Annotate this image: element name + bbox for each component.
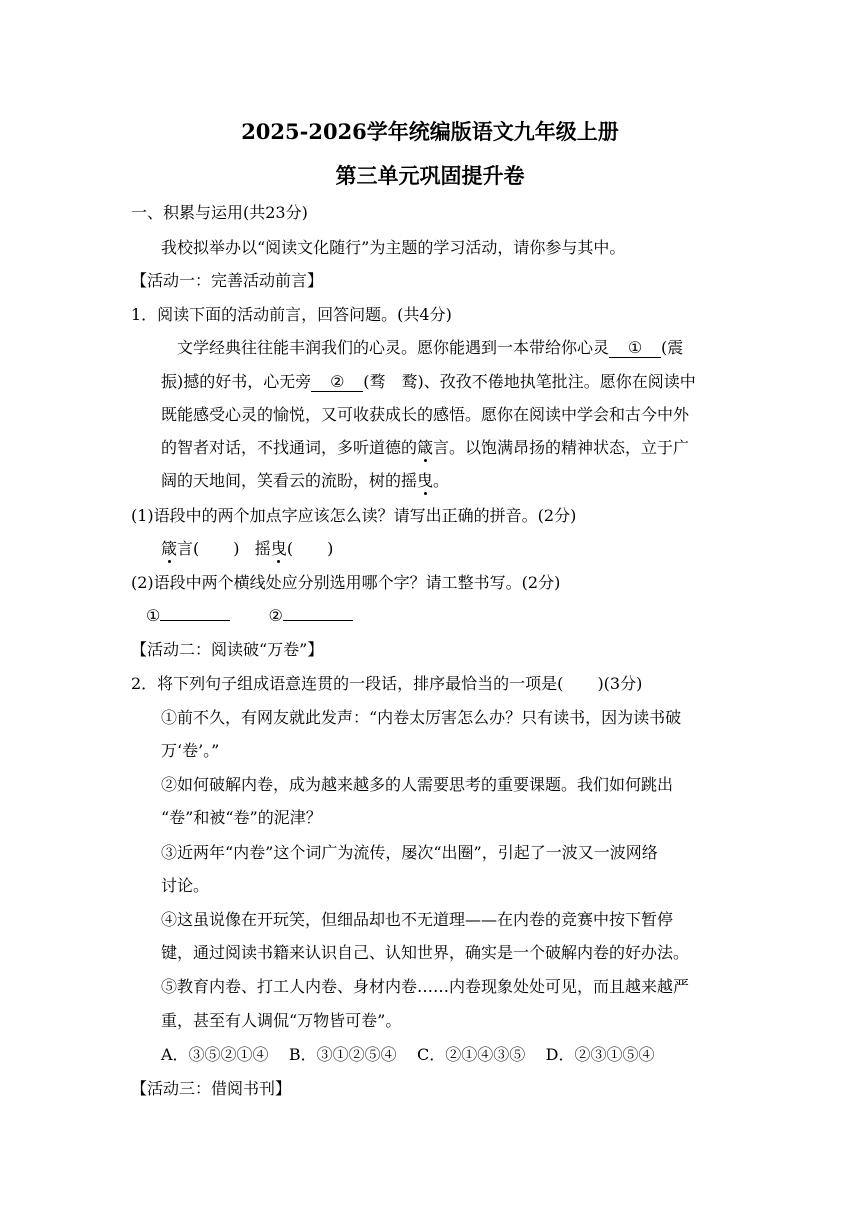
- passage-text: 。: [433, 471, 450, 490]
- subquestion-2: (2)语段中两个横线处应分别选用哪个字？请工整书写。(2分): [131, 573, 561, 592]
- sentence-4-line-2: 键，通过阅读书籍来认识自己、认知世界，确实是一个破解内卷的好办法。: [161, 943, 690, 962]
- sentence-4-line-1: ④这虽说像在开玩笑，但细品却也不无道理——在内卷的竞赛中按下暂停: [161, 910, 674, 929]
- answer-label: 言(: [177, 539, 200, 558]
- blank-1: ①: [609, 339, 661, 358]
- answer-label: ①: [146, 606, 161, 625]
- subquestion-1: (1)语段中的两个加点字应该怎么读？请写出正确的拼音。(2分): [131, 506, 577, 525]
- answer-label: ②: [268, 606, 283, 625]
- passage-line-4: [161, 438, 689, 458]
- option-c[interactable]: C．②①④③⑤: [417, 1045, 526, 1064]
- subquestion-1-answer: [161, 539, 333, 559]
- passage-text: 言。以饱满昂扬的精神状态，立于广: [433, 438, 690, 457]
- answer-blank-2[interactable]: [283, 620, 353, 621]
- sentence-3-line-2: 讨论。: [161, 876, 210, 895]
- activity3-heading: 【活动三：借阅书刊】: [131, 1079, 292, 1098]
- title-line-1: 2025-2026学年统编版语文九年级上册: [241, 119, 619, 144]
- passage-line-1: [177, 338, 683, 358]
- sentence-3-line-1: ③近两年“内卷”这个词广为流传，屡次“出圈”，引起了一波又一波网络: [161, 843, 658, 862]
- dotted-char: 曳: [270, 539, 287, 558]
- question1-stem: 1．阅读下面的活动前言，回答问题。(共4分): [131, 305, 452, 324]
- question-text: 2．将下列句子组成语意连贯的一段话，排序最恰当的一项是(: [131, 674, 564, 693]
- activity1-heading: 【活动一：完善活动前言】: [131, 271, 324, 290]
- option-b[interactable]: B．③①②⑤④: [288, 1045, 397, 1064]
- option-a[interactable]: A．③⑤②①④: [161, 1045, 269, 1064]
- paren-close: ): [327, 539, 334, 558]
- activity2-heading: 【活动二：阅读破“万卷”】: [131, 640, 324, 659]
- paren-close: ): [233, 539, 240, 558]
- title-line-2: 第三单元巩固提升卷: [335, 163, 525, 188]
- blank-2: ②: [311, 373, 363, 392]
- option-d[interactable]: D．②③①⑤④: [545, 1045, 655, 1064]
- passage-text: 的智者对话，不找通词，多听道德的: [161, 438, 418, 457]
- sentence-5-line-2: 重，甚至有人调侃“万物皆可卷”。: [161, 1011, 402, 1030]
- passage-text: 阔的天地间，笑看云的流盼，树的摇: [161, 471, 418, 490]
- section-intro: 我校拟举办以“阅读文化随行”为主题的学习活动，请你参与其中。: [161, 238, 626, 257]
- question-text: )(3分): [597, 674, 643, 693]
- answer-label: 摇: [254, 539, 271, 558]
- question2-stem: [131, 674, 642, 694]
- dotted-char: 箴: [417, 438, 434, 457]
- passage-text: 振)撼的好书，心无旁: [161, 372, 312, 391]
- passage-text: (震: [661, 338, 684, 357]
- answer-blank-1[interactable]: [160, 620, 230, 621]
- sentence-2-line-2: “卷”和被“卷”的泥津？: [161, 808, 322, 827]
- sentence-5-line-1: ⑤教育内卷、打工人内卷、身材内卷……内卷现象处处可见，而且越来越严: [161, 977, 690, 996]
- sentence-1-line-2: 万‘卷’。”: [161, 741, 220, 760]
- dotted-char: 箴: [161, 539, 178, 558]
- dotted-char: 曳: [417, 471, 434, 490]
- passage-text: 文学经典往往能丰润我们的心灵。愿你能遇到一本带给你心灵: [177, 338, 610, 357]
- passage-text: (骛 鹜)、孜孜不倦地执笔批注。愿你在阅读中: [363, 372, 696, 391]
- paren-open: (: [286, 539, 294, 558]
- passage-line-3: 既能感受心灵的愉悦，又可收获成长的感悟。愿你在阅读中学会和古今中外: [161, 405, 690, 424]
- passage-line-2: [161, 372, 696, 392]
- passage-line-5: [161, 471, 449, 491]
- section-heading: 一、积累与运用(共23分): [131, 203, 308, 222]
- subquestion-2-answer: [146, 606, 353, 626]
- sentence-2-line-1: ②如何破解内卷，成为越来越多的人需要思考的重要课题。我们如何跳出: [161, 775, 674, 794]
- sentence-1-line-1: ①前不久，有网友就此发声：“内卷太厉害怎么办？只有读书，因为读书破: [161, 708, 682, 727]
- options-row: [161, 1045, 654, 1065]
